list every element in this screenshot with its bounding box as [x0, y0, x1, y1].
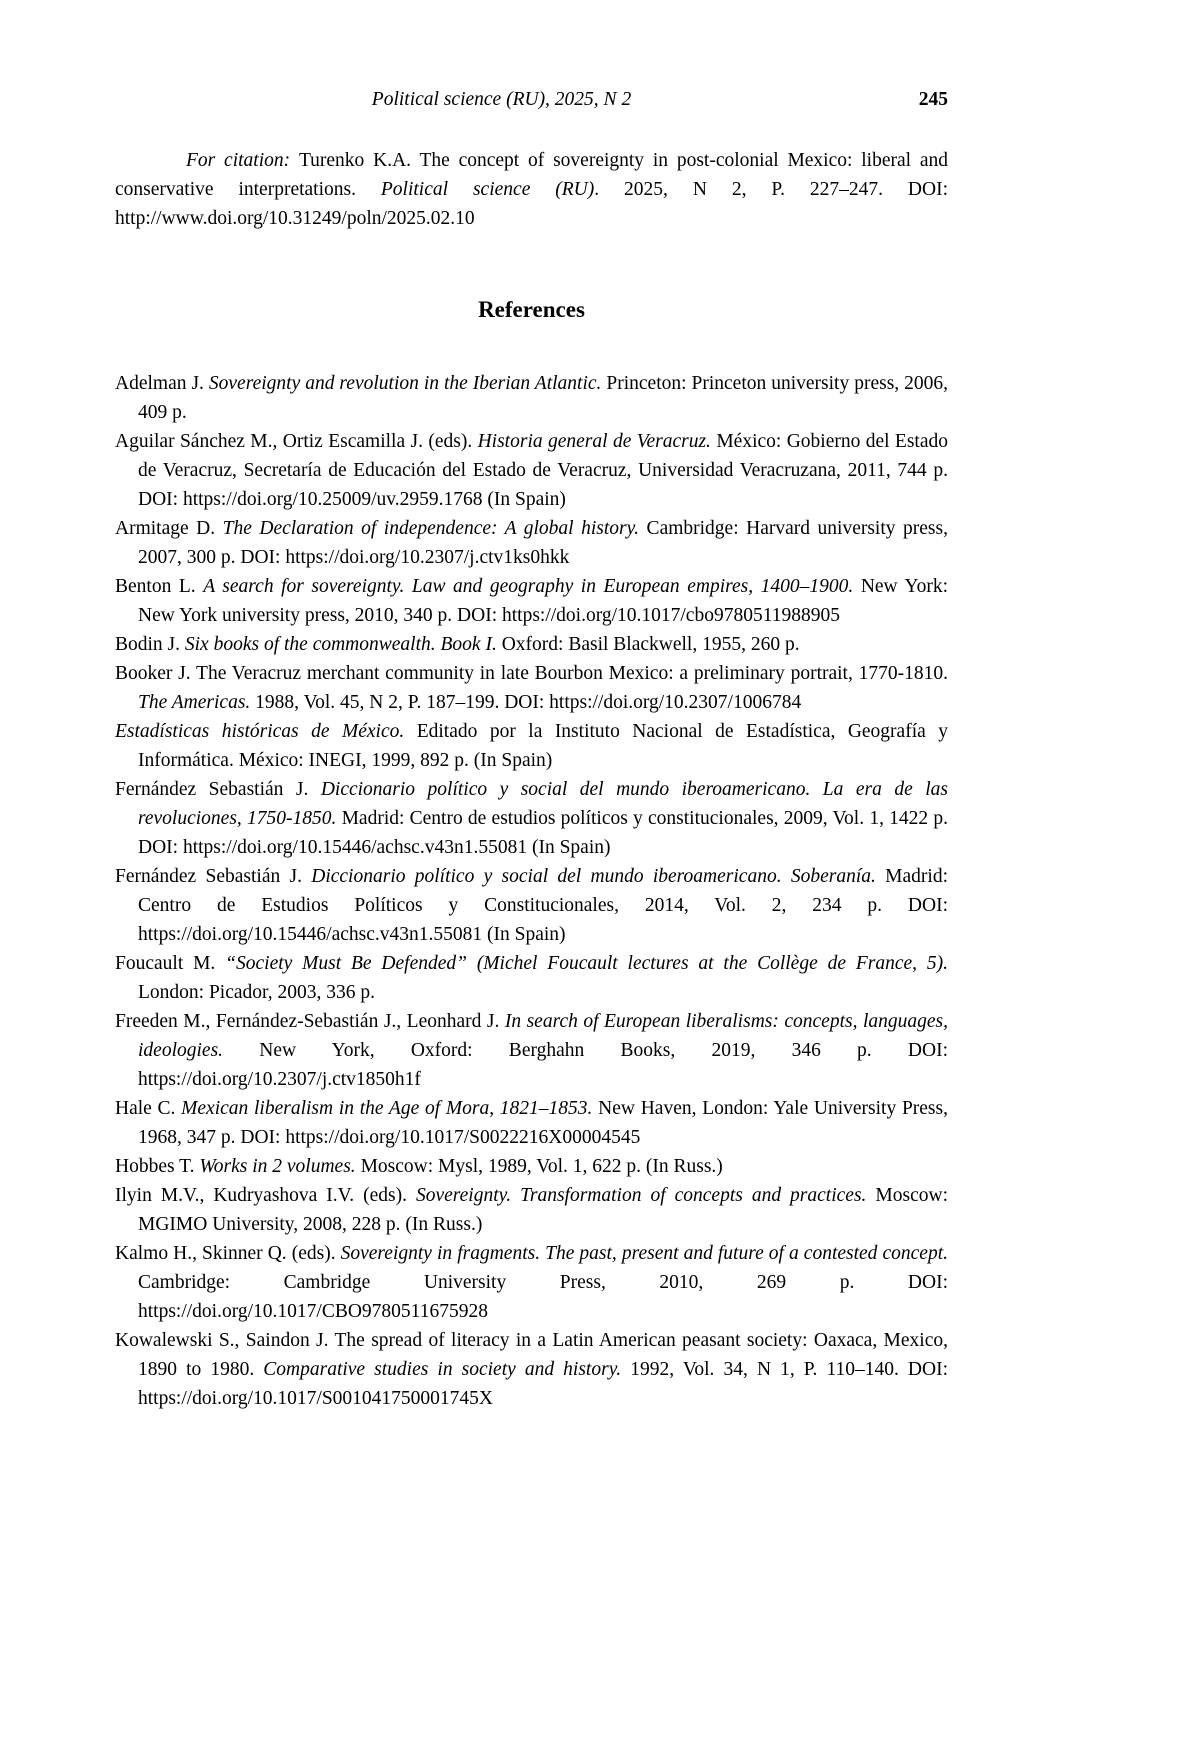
page-content	[115, 85, 948, 1413]
references-heading: References	[478, 297, 585, 322]
plain-text-segment: Princeton: Princeton university press, 2006, 409 p.	[138, 373, 949, 423]
reference-item	[115, 1152, 948, 1181]
reference-item	[115, 1181, 948, 1239]
italic-text-segment: A search for sovereignty. Law and geography in European empires, 1400–1900.	[203, 576, 854, 597]
reference-item	[115, 659, 948, 717]
reference-item	[115, 1094, 948, 1152]
plain-text-segment: Hobbes T.	[115, 1156, 200, 1177]
plain-text-segment: New York, Oxford: Berghahn Books, 2019, 346 p. DOI: https://doi.org/10.2307/j.ctv1850h1f	[138, 1040, 948, 1090]
plain-text-segment: México: Gobierno del Estado de Veracruz, Secretaría de Educación del Estado de Veracruz, Universidad Veracruzana, 2011, 744 p. DOI: https://doi.org/10.25009/uv.2959.1768 (In Spain)	[138, 431, 949, 510]
plain-text-segment: Moscow: Mysl, 1989, Vol. 1, 622 p. (In Russ.)	[355, 1156, 723, 1177]
plain-text-segment: Kalmo H., Skinner Q. (eds).	[115, 1243, 341, 1264]
plain-text-segment: Turenko K.A. The concept of sovereignty in post-colonial Mexico: liberal and conservative interpretations.	[115, 150, 948, 200]
plain-text-segment: Cambridge: Harvard university press, 2007, 300 p. DOI: https://doi.org/10.2307/j.ctv1ks0hkk	[138, 518, 948, 568]
italic-text-segment: Six books of the commonwealth. Book I.	[184, 634, 497, 655]
plain-text-segment: New York: New York university press, 2010, 340 p. DOI: https://doi.org/10.1017/cbo9780511988905	[138, 576, 949, 626]
plain-text-segment: Hale C.	[115, 1098, 182, 1119]
reference-item	[115, 1007, 948, 1094]
journal-running-title: Political science (RU), 2025, N 2	[371, 89, 632, 110]
reference-item	[115, 1326, 948, 1413]
plain-text-segment: London: Picador, 2003, 336 p.	[138, 982, 375, 1003]
italic-text-segment: Political science (RU)	[380, 179, 595, 200]
italic-text-segment: Historia general de Veracruz.	[477, 431, 711, 452]
reference-item	[115, 369, 948, 427]
plain-text-segment: Oxford: Basil Blackwell, 1955, 260 p.	[496, 634, 800, 655]
reference-item	[115, 427, 948, 514]
citation-paragraph	[115, 146, 948, 233]
italic-text-segment: Sovereignty. Transformation of concepts and practices.	[415, 1185, 867, 1206]
reference-item	[115, 630, 948, 659]
plain-text-segment: Foucault M.	[115, 953, 226, 974]
italic-text-segment: Comparative studies in society and history.	[263, 1359, 622, 1380]
italic-text-segment: Diccionario político y social del mundo iberoamericano. La era de las revoluciones, 1750-1850.	[138, 779, 948, 829]
plain-text-segment: Fernández Sebastián J.	[115, 779, 321, 800]
italic-text-segment: Sovereignty in fragments. The past, present and future of a contested concept.	[340, 1243, 948, 1264]
reference-item	[115, 572, 948, 630]
italic-text-segment: The Americas.	[138, 692, 251, 713]
reference-item	[115, 775, 948, 862]
italic-text-segment: Estadísticas históricas de México.	[115, 721, 405, 742]
plain-text-segment: 1992, Vol. 34, N 1, P. 110–140. DOI: https://doi.org/10.1017/S001041750001745X	[138, 1359, 948, 1409]
reference-item	[115, 514, 948, 572]
plain-text-segment: Kowalewski S., Saindon J. The spread of literacy in a Latin American peasant society: Oaxaca, Mexico, 1890 to 1980.	[115, 1330, 948, 1380]
page-header	[115, 85, 948, 114]
plain-text-segment: New Haven, London: Yale University Press, 1968, 347 p. DOI: https://doi.org/10.1017/S0022216X00004545	[138, 1098, 948, 1148]
plain-text-segment: Armitage D.	[115, 518, 223, 539]
italic-text-segment: Mexican liberalism in the Age of Mora, 1821–1853.	[181, 1098, 593, 1119]
italic-text-segment: Works in 2 volumes.	[199, 1156, 356, 1177]
reference-item	[115, 862, 948, 949]
reference-item	[115, 1239, 948, 1326]
plain-text-segment: Cambridge: Cambridge University Press, 2010, 269 p. DOI: https://doi.org/10.1017/CBO9780511675928	[138, 1272, 948, 1322]
page-number: 245	[918, 89, 948, 110]
plain-text-segment: Freeden M., Fernández-Sebastián J., Leonhard J.	[115, 1011, 505, 1032]
plain-text-segment: . 2025, N 2, P. 227–247. DOI: http://www.doi.org/10.31249/poln/2025.02.10	[115, 179, 948, 229]
plain-text-segment: Adelman J.	[115, 373, 209, 394]
plain-text-segment: 1988, Vol. 45, N 2, P. 187–199. DOI: https://doi.org/10.2307/1006784	[250, 692, 802, 713]
plain-text-segment: Ilyin M.V., Kudryashova I.V. (eds).	[115, 1185, 416, 1206]
reference-item	[115, 949, 948, 1007]
plain-text-segment: Madrid: Centro de Estudios Políticos y Constitucionales, 2014, Vol. 2, 234 p. DOI: https://doi.org/10.15446/achsc.v43n1.55081 (In Spain)	[138, 866, 948, 945]
plain-text-segment: Fernández Sebastián J.	[115, 866, 312, 887]
plain-text-segment: Booker J. The Veracruz merchant community in late Bourbon Mexico: a preliminary portrait, 1770-1810.	[115, 663, 948, 684]
italic-text-segment: Sovereignty and revolution in the Iberian Atlantic.	[208, 373, 602, 394]
plain-text-segment: Bodin J.	[115, 634, 185, 655]
plain-text-segment: Madrid: Centro de estudios políticos y constitucionales, 2009, Vol. 1, 1422 p. DOI: https://doi.org/10.15446/achsc.v43n1.55081 (In Spain)	[138, 808, 948, 858]
plain-text-segment: Aguilar Sánchez M., Ortiz Escamilla J. (eds).	[115, 431, 478, 452]
italic-text-segment: For citation:	[186, 150, 299, 171]
italic-text-segment: The Declaration of independence: A global history.	[222, 518, 640, 539]
references-list	[115, 369, 948, 1413]
italic-text-segment: Diccionario político y social del mundo iberoamericano. Soberanía.	[311, 866, 876, 887]
plain-text-segment: Moscow: MGIMO University, 2008, 228 p. (In Russ.)	[138, 1185, 948, 1235]
reference-item	[115, 717, 948, 775]
plain-text-segment: Editado por la Instituto Nacional de Estadística, Geografía y Informática. México: INEGI, 1999, 892 p. (In Spain)	[138, 721, 948, 771]
italic-text-segment: In search of European liberalisms: concepts, languages, ideologies.	[138, 1011, 948, 1061]
plain-text-segment: Benton L.	[115, 576, 204, 597]
italic-text-segment: “Society Must Be Defended” (Michel Foucault lectures at the Collège de France, 5).	[225, 953, 948, 974]
